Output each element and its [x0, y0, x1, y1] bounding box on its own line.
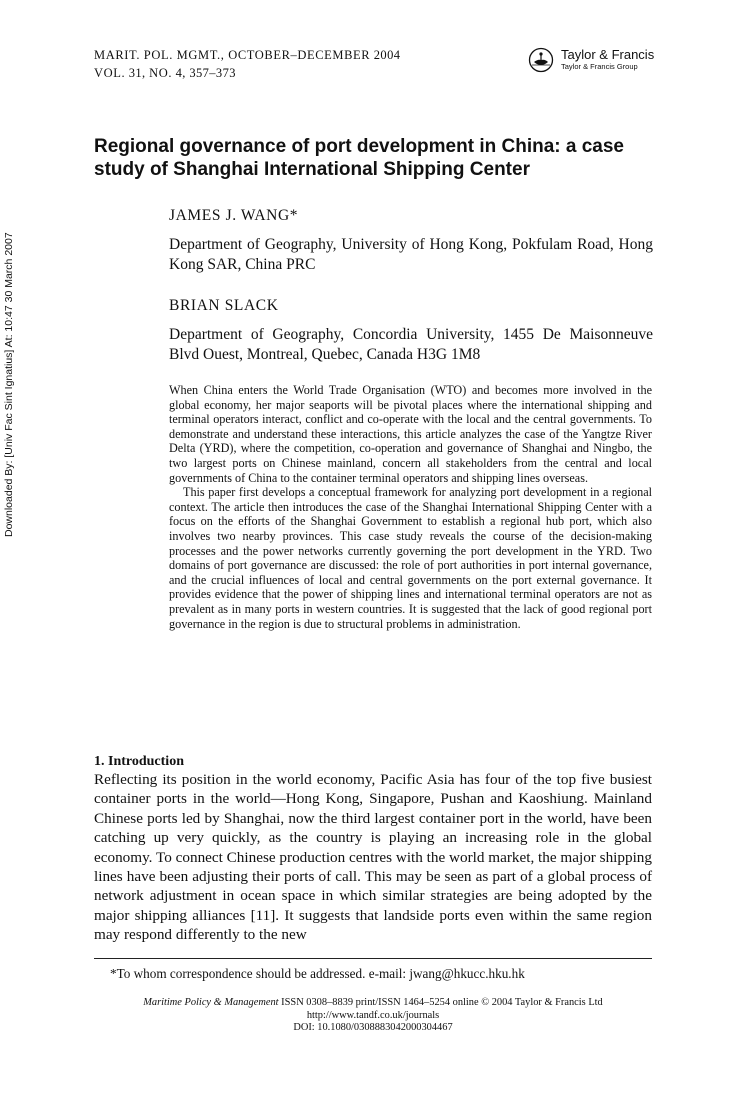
- abstract: [169, 383, 652, 631]
- download-watermark: Downloaded By: [Univ Fac Sint Ignatius] At: 10:47 30 March 2007: [3, 232, 15, 538]
- issue-label: NO.: [149, 66, 173, 80]
- correspondence-footnote: *To whom correspondence should be addressed. e-mail: jwang@hkucc.hku.hk: [110, 966, 525, 981]
- footer-issn: ISSN 0308–8839 print/ISSN 1464–5254 online © 2004 Taylor & Francis Ltd: [278, 997, 603, 1008]
- footer-issn-line: [94, 997, 652, 1010]
- journal-year: 2004: [373, 48, 401, 62]
- footer-doi: DOI: 10.1080/0308883042000304467: [293, 1022, 453, 1033]
- journal-volume-line: [94, 64, 400, 82]
- issue-pages: 4, 357–373: [175, 66, 236, 80]
- publisher-logo: [528, 47, 654, 73]
- volume-label: VOL.: [94, 66, 126, 80]
- footnote-divider: [94, 958, 652, 959]
- footer-url: http://www.tandf.co.uk/journals: [306, 1009, 440, 1021]
- article-title: Regional governance of port development in China: a case study of Shanghai International Shipping Center: [94, 136, 624, 180]
- journal-abbrev: MARIT. POL. MGMT., OCTOBER–DECEMBER: [94, 48, 371, 62]
- abstract-paragraph-2: This paper first develops a conceptual framework for analyzing port development in a regional context. The article then introduces the case of the Shanghai International Shipping Center with a focus on the efforts of the Shanghai Government to establish a regional hub port, which also involves two nearby provinces. This case study reveals the course of the decision-making processes and the power networks currently governing the port development in the YRD. Two domains of port governance are discussed: the role of port authorities in port internal governance, and the crucial influences of local and central governments on the port external governance. It provides evidence that the power of shipping lines and international terminal operators are not as prevalent as in many ports in western countries. It is suggested that the lack of good regional port governance in the region is due to structural problems in administration.: [169, 485, 652, 631]
- author-affiliation: Department of Geography, Concordia University, 1455 De Maisonneuve Blvd Ouest, Montreal, Quebec, Canada H3G 1M8: [169, 326, 653, 363]
- volume-value: 31,: [128, 66, 146, 80]
- author-name: BRIAN SLACK: [169, 297, 279, 314]
- publisher-name: Taylor & Francis: [561, 47, 655, 62]
- publisher-group: Taylor & Francis Group: [561, 62, 638, 71]
- introduction-body: Reflecting its position in the world economy, Pacific Asia has four of the top five busiest container ports in the world—Hong Kong, Singapore, Pushan and Kaoshiung. Mainland Chinese ports led by Shanghai, now the third largest container port in the world, have been catching up very quickly, as the country is playing an increasing role in the global economy. To connect Chinese production centres with the world market, the major shipping lines have been adjusting their ports of call. This may be seen as part of a global process of network adjustment in ocean space in which similar strategies are being adopted by the major shipping alliances [11]. It suggests that landside ports even within the same region may respond differently to the new: [94, 771, 652, 944]
- author-affiliation: Department of Geography, University of Hong Kong, Pokfulam Road, Hong Kong SAR, China PRC: [169, 236, 653, 273]
- author-name: JAMES J. WANG*: [169, 207, 299, 224]
- author-block-1: [169, 206, 653, 275]
- journal-citation: [94, 46, 400, 82]
- footer-journal-name: Maritime Policy & Management: [143, 997, 279, 1008]
- section-heading: 1. Introduction: [94, 754, 184, 769]
- abstract-paragraph-1: When China enters the World Trade Organisation (WTO) and becomes more involved in the global economy, her major seaports will be pivotal places where the international shipping and terminal operators interact, conflict and co-operate with the local and the central governments. To demonstrate and understand these interactions, this article analyzes the case of the Yangtze River Delta (YRD), where the competition, co-operation and governance of Shanghai and Ningbo, the two largest ports on Chinese mainland, concern all stakeholders from the central and local governments of China to the container terminal operators and shipping lines overseas.: [169, 383, 652, 485]
- journal-issue-line: [94, 46, 400, 64]
- author-block-2: [169, 296, 653, 365]
- page-footer: [94, 997, 652, 1035]
- taylor-francis-lamp-icon: [528, 47, 556, 73]
